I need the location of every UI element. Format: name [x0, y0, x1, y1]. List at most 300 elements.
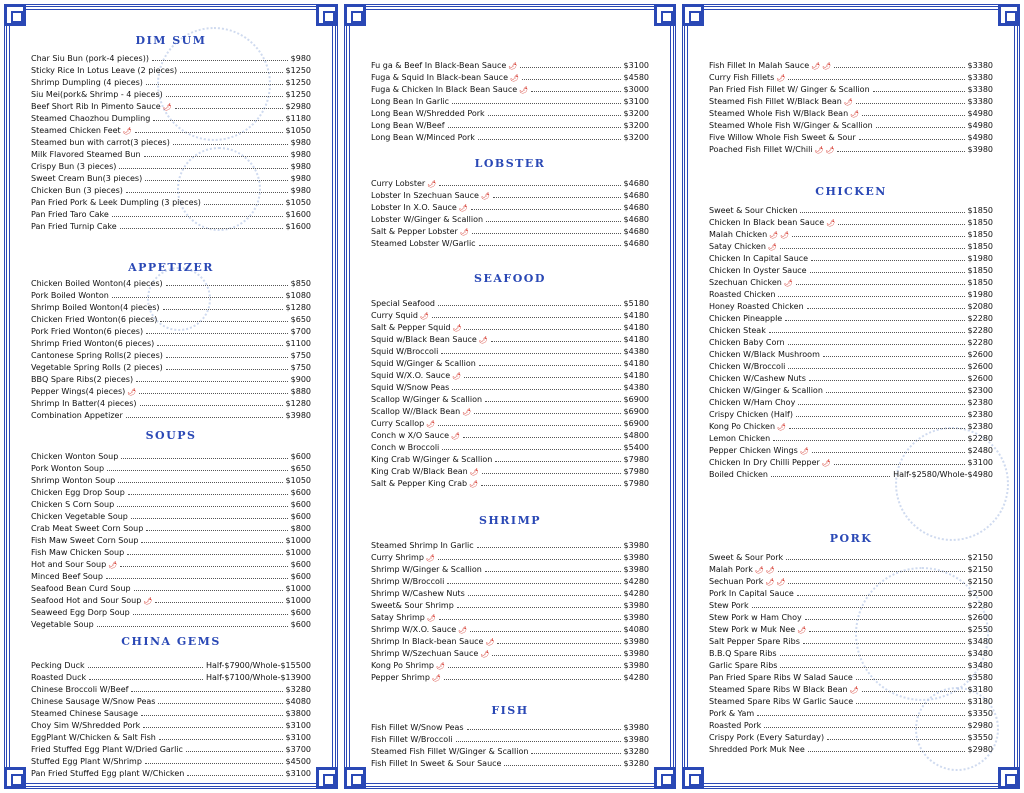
- dish-name: Chinese Broccoli W/Beef: [31, 685, 129, 694]
- dot-leader: [163, 302, 283, 310]
- dish-price: $3200: [623, 121, 649, 130]
- menu-item: [709, 576, 993, 588]
- dot-leader: [136, 374, 288, 382]
- dish-name: Shrimp Dumpling (4 pieces): [31, 78, 143, 87]
- fret-corner-ornament: [4, 767, 26, 789]
- dish-name: Malah Chicken: [709, 230, 768, 239]
- dish-name: Stew Pork: [709, 601, 749, 610]
- dish-price: $6900: [623, 419, 649, 428]
- dish-price: $4680: [623, 239, 649, 248]
- dish-price: $2480: [967, 446, 993, 455]
- menu-item-list: [371, 178, 649, 250]
- dish-price: $1250: [285, 66, 311, 75]
- menu-item: [371, 238, 649, 250]
- dish-name: Siu Mei(pork& Shrimp - 4 pieces): [31, 90, 163, 99]
- dot-leader: [157, 338, 282, 346]
- dot-leader: [187, 768, 282, 776]
- dish-price: $1280: [285, 399, 311, 408]
- dish-name: Conch w X/O Sauce: [371, 431, 450, 440]
- dot-leader: [97, 619, 288, 627]
- menu-item: [709, 564, 993, 576]
- dish-price: $3280: [623, 747, 649, 756]
- dish-name: Choy Sim W/Shredded Pork: [31, 721, 141, 730]
- menu-item: [31, 149, 311, 161]
- section-heading: SOUPS: [145, 429, 197, 442]
- dish-name: Shrimp Fried Wonton(6 pieces): [31, 339, 155, 348]
- dish-name: Chicken Baby Corn: [709, 338, 785, 347]
- chili-pepper-icon: 🌶: [799, 447, 809, 455]
- dish-name: Fish Maw Chicken Soup: [31, 548, 125, 557]
- menu-item: [371, 178, 649, 190]
- dish-name: Lobster W/Ginger & Scallion: [371, 215, 484, 224]
- menu-item: [371, 310, 649, 322]
- dot-leader: [495, 454, 620, 462]
- menu-item: [31, 278, 311, 290]
- dish-name: Fried Stuffed Egg Plant W/Dried Garlic: [31, 745, 183, 754]
- dish-name: Sweet & Sour Pork: [709, 553, 784, 562]
- dot-leader: [118, 475, 282, 483]
- fret-corner-ornament: [316, 767, 338, 789]
- dot-leader: [837, 144, 964, 152]
- dish-price: $3980: [623, 735, 649, 744]
- chili-pepper-icon: 🌶: [431, 674, 441, 682]
- dot-leader: [127, 547, 282, 555]
- fret-corner-ornament: [316, 4, 338, 26]
- menu-item: [709, 217, 993, 229]
- chili-pepper-icon: 🌶: [765, 578, 775, 586]
- menu-item: [709, 96, 993, 108]
- dish-name: Curry Squid: [371, 311, 418, 320]
- dish-price: $3800: [285, 709, 311, 718]
- menu-item: [31, 487, 311, 499]
- chili-pepper-icon: 🌶: [519, 86, 529, 94]
- dot-leader: [773, 433, 964, 441]
- menu-item: [709, 660, 993, 672]
- dish-price: $4280: [623, 577, 649, 586]
- dish-price: $2600: [967, 374, 993, 383]
- menu-item: [31, 607, 311, 619]
- dot-leader: [452, 96, 621, 104]
- dish-price: $6900: [623, 395, 649, 404]
- dish-name: Roasted Pork: [709, 721, 762, 730]
- dish-name: Squid W/X.O. Sauce: [371, 371, 451, 380]
- fret-corner-ornament: [654, 767, 676, 789]
- dish-name: Pan Fried Spare Ribs W Salad Sauce: [709, 673, 853, 682]
- dish-name: Char Siu Bun (pork-4 pieces)): [31, 54, 149, 63]
- section-heading: DIM SUM: [135, 34, 207, 47]
- dish-price: $7980: [623, 479, 649, 488]
- dish-price: $2980: [285, 102, 311, 111]
- dish-name: Steamed Shrimp In Garlic: [371, 541, 474, 550]
- dish-name: Salt Pepper Spare Ribs: [709, 637, 800, 646]
- dot-leader: [778, 289, 964, 297]
- dish-price: $2280: [967, 314, 993, 323]
- dish-price: $4680: [623, 215, 649, 224]
- dot-leader: [785, 313, 964, 321]
- dish-price: $980: [290, 150, 311, 159]
- dish-name: Shrimp W/X.O. Sauce: [371, 625, 457, 634]
- dish-name: Five Willow Whole Fish Sweet & Sour: [709, 133, 856, 142]
- dish-name: Pecking Duck: [31, 661, 85, 670]
- menu-item: [709, 108, 993, 120]
- dot-leader: [474, 406, 620, 414]
- menu-item: [371, 540, 649, 552]
- dot-leader: [438, 552, 621, 560]
- dish-name: Chicken In Capital Sauce: [709, 254, 809, 263]
- dish-price: $2150: [967, 553, 993, 562]
- dot-leader: [126, 410, 283, 418]
- dish-price: $3180: [967, 697, 993, 706]
- dot-leader: [780, 648, 965, 656]
- dish-name: Pork Fried Wonton(6 pieces): [31, 327, 144, 336]
- menu-item: [31, 410, 311, 422]
- chili-pepper-icon: 🌶: [485, 638, 495, 646]
- dot-leader: [788, 337, 965, 345]
- dot-leader: [757, 708, 964, 716]
- chili-pepper-icon: 🌶: [458, 626, 468, 634]
- dot-leader: [457, 600, 621, 608]
- dish-price: $3380: [967, 73, 993, 82]
- chili-pepper-icon: 🌶: [849, 686, 859, 694]
- dish-price: $1050: [285, 198, 311, 207]
- dot-leader: [448, 660, 621, 668]
- dish-price: $1280: [285, 303, 311, 312]
- dish-price: $2380: [967, 410, 993, 419]
- dish-price: Half-$7100/Whole-$13900: [206, 673, 311, 682]
- menu-item: [371, 346, 649, 358]
- dish-name: Scallop W/Ginger & Scallion: [371, 395, 483, 404]
- dot-leader: [862, 108, 965, 116]
- dish-name: Chicken In Black bean Sauce: [709, 218, 825, 227]
- dish-name: Squid w/Black Bean Sauce: [371, 335, 477, 344]
- dish-price: $2550: [967, 625, 993, 634]
- dot-leader: [135, 125, 283, 133]
- dish-name: Boiled Chicken: [709, 470, 768, 479]
- dish-price: $4680: [623, 191, 649, 200]
- dish-name: Chicken W/Ginger & Scallion: [709, 386, 823, 395]
- dish-price: $1000: [285, 596, 311, 605]
- dish-price: $4380: [623, 347, 649, 356]
- dish-price: $700: [290, 327, 311, 336]
- dot-leader: [112, 209, 283, 217]
- menu-item: [709, 265, 993, 277]
- menu-item: [31, 696, 311, 708]
- dot-leader: [146, 77, 283, 85]
- section-heading: CHINA GEMS: [121, 635, 221, 648]
- dish-name: Steamed bun with carrot(3 pieces): [31, 138, 170, 147]
- dish-name: Sechuan Pork: [709, 577, 764, 586]
- dot-leader: [107, 463, 288, 471]
- chili-pepper-icon: 🌶: [469, 468, 479, 476]
- menu-item: [709, 337, 993, 349]
- dish-name: Stew Pork w Muk Nee: [709, 625, 796, 634]
- dish-name: Beef Short Rib In Pimento Sauce: [31, 102, 161, 111]
- dish-name: Steamed Fish Fillet W/Ginger & Scallion: [371, 747, 529, 756]
- dish-price: $1850: [967, 278, 993, 287]
- dish-price: $1050: [285, 126, 311, 135]
- dish-price: $3380: [967, 61, 993, 70]
- dot-leader: [166, 89, 283, 97]
- dish-name: Scallop W//Black Bean: [371, 407, 461, 416]
- dot-leader: [780, 660, 964, 668]
- menu-item: [31, 185, 311, 197]
- menu-item: [709, 229, 993, 241]
- dish-price: $850: [290, 279, 311, 288]
- menu-item: [371, 466, 649, 478]
- dish-price: $1000: [285, 584, 311, 593]
- dish-price: $2600: [967, 362, 993, 371]
- menu-item: [31, 173, 311, 185]
- dot-leader: [145, 173, 287, 181]
- dish-price: $3280: [623, 759, 649, 768]
- dot-leader: [204, 197, 283, 205]
- dish-price: $2280: [967, 434, 993, 443]
- menu-item: [709, 732, 993, 744]
- menu-item: [31, 137, 311, 149]
- chili-pepper-icon: 🌶: [510, 74, 519, 82]
- dish-name: Honey Roasted Chicken: [709, 302, 804, 311]
- dish-name: Fish Maw Sweet Corn Soup: [31, 536, 139, 545]
- dot-leader: [468, 588, 621, 596]
- dot-leader: [133, 607, 288, 615]
- dish-name: Vegetable Spring Rolls (2 pieces): [31, 363, 163, 372]
- dot-leader: [504, 758, 620, 766]
- dot-leader: [152, 53, 288, 61]
- chili-pepper-icon: 🌶: [469, 480, 478, 488]
- dish-name: Sweet& Sour Shrimp: [371, 601, 454, 610]
- dot-leader: [134, 583, 283, 591]
- dot-leader: [764, 720, 964, 728]
- menu-item: [371, 552, 649, 564]
- menu-item: [371, 370, 649, 382]
- chili-pepper-icon: 🌶: [822, 62, 831, 70]
- chili-pepper-icon: 🌶: [122, 127, 132, 135]
- menu-item: [371, 226, 649, 238]
- menu-item: [31, 523, 311, 535]
- dish-name: Steamed Whole Fish W/Black Bean: [709, 109, 849, 118]
- dish-price: $4180: [623, 311, 649, 320]
- dot-leader: [862, 684, 965, 692]
- menu-item: [371, 660, 649, 672]
- dish-price: $3200: [623, 109, 649, 118]
- dot-leader: [786, 552, 964, 560]
- dot-leader: [796, 409, 965, 417]
- menu-item: [709, 60, 993, 72]
- dot-leader: [144, 149, 288, 157]
- menu-item: [31, 77, 311, 89]
- menu-item: [31, 338, 311, 350]
- menu-page-middle: [344, 4, 676, 789]
- dot-leader: [812, 445, 965, 453]
- dish-name: Poached Fish Fillet W/Chili: [709, 145, 813, 154]
- dish-name: Pork In Capital Sauce: [709, 589, 794, 598]
- dish-price: $600: [290, 560, 311, 569]
- menu-item: [709, 672, 993, 684]
- menu-item: [371, 394, 649, 406]
- menu-item: [709, 457, 993, 469]
- chili-pepper-icon: 🌶: [776, 74, 786, 82]
- fret-corner-ornament: [682, 4, 704, 26]
- menu-item: [709, 612, 993, 624]
- dish-price: $3380: [967, 97, 993, 106]
- menu-item-list: [371, 298, 649, 490]
- dish-price: $980: [290, 54, 311, 63]
- menu-item: [31, 744, 311, 756]
- dot-leader: [467, 722, 621, 730]
- menu-item: [371, 454, 649, 466]
- menu-item: [709, 445, 993, 457]
- dish-price: $600: [290, 452, 311, 461]
- dot-leader: [166, 278, 288, 286]
- menu-item: [371, 190, 649, 202]
- menu-item-list: [709, 205, 993, 481]
- dot-leader: [439, 612, 621, 620]
- section-heading: FISH: [491, 704, 529, 717]
- dish-name: Pork & Yam: [709, 709, 755, 718]
- menu-item: [31, 65, 311, 77]
- menu-item: [709, 289, 993, 301]
- chili-pepper-icon: 🌶: [480, 192, 490, 200]
- dish-name: Kong Po Shrimp: [371, 661, 434, 670]
- dish-name: Hot and Sour Soup: [31, 560, 107, 569]
- dish-price: $3000: [623, 85, 649, 94]
- dish-price: $4680: [623, 203, 649, 212]
- dish-price: $2600: [967, 350, 993, 359]
- dish-name: Squid W/Ginger & Scallion: [371, 359, 476, 368]
- menu-item: [31, 362, 311, 374]
- chili-pepper-icon: 🌶: [508, 62, 518, 70]
- fret-corner-ornament: [344, 767, 366, 789]
- dish-price: $3100: [285, 733, 311, 742]
- dish-name: Chicken Egg Drop Soup: [31, 488, 125, 497]
- dish-name: Shrimp In Batter(4 pieces): [31, 399, 137, 408]
- dish-price: $980: [290, 138, 311, 147]
- dish-name: Chicken W/Cashew Nuts: [709, 374, 806, 383]
- dish-name: Pan Fried Pork & Leek Dumpling (3 pieces): [31, 198, 201, 207]
- chili-pepper-icon: 🌶: [452, 324, 462, 332]
- dot-leader: [769, 325, 965, 333]
- dish-price: $3980: [285, 411, 311, 420]
- dish-name: Long Bean In Garlic: [371, 97, 450, 106]
- menu-item: [31, 161, 311, 173]
- dish-price: $3980: [967, 145, 993, 154]
- menu-item: [709, 385, 993, 397]
- menu-item-list: [709, 552, 993, 756]
- menu-item: [709, 205, 993, 217]
- dish-name: Shrimp In Black-bean Sauce: [371, 637, 484, 646]
- menu-item: [31, 672, 311, 684]
- chili-pepper-icon: 🌶: [458, 204, 468, 212]
- menu-item: [31, 209, 311, 221]
- dot-leader: [856, 96, 965, 104]
- menu-item: [709, 84, 993, 96]
- menu-item: [709, 696, 993, 708]
- menu-item: [709, 636, 993, 648]
- dish-name: Steamed Whole Fish W/Ginger & Scallion: [709, 121, 873, 130]
- dot-leader: [120, 559, 288, 567]
- menu-item: [31, 89, 311, 101]
- dish-name: Shrimp Wonton Soup: [31, 476, 116, 485]
- dish-price: $900: [290, 375, 311, 384]
- dish-name: Salt & Pepper Squid: [371, 323, 451, 332]
- dot-leader: [481, 478, 621, 486]
- dish-name: Pan Fried Taro Cake: [31, 210, 109, 219]
- dish-name: Satay Chicken: [709, 242, 766, 251]
- menu-item: [371, 478, 649, 490]
- dish-price: $600: [290, 608, 311, 617]
- dish-price: $1980: [967, 290, 993, 299]
- menu-item: [371, 72, 649, 84]
- fret-corner-ornament: [654, 4, 676, 26]
- dish-price: $2600: [967, 613, 993, 622]
- menu-item: [371, 358, 649, 370]
- dish-name: Chicken Vegetable Soup: [31, 512, 128, 521]
- dish-name: Chicken S Corn Soup: [31, 500, 115, 509]
- dish-name: Crab Meat Sweet Corn Soup: [31, 524, 144, 533]
- dot-leader: [798, 397, 964, 405]
- section-heading: APPETIZER: [128, 261, 214, 274]
- dish-price: $2150: [967, 577, 993, 586]
- dish-price: $1850: [967, 206, 993, 215]
- dish-price: $5400: [623, 443, 649, 452]
- menu-item: [709, 301, 993, 313]
- dish-name: Sticky Rice In Lotus Leave (2 pieces): [31, 66, 178, 75]
- menu-item: [709, 277, 993, 289]
- chili-pepper-icon: 🌶: [765, 566, 775, 574]
- dot-leader: [112, 290, 283, 298]
- chili-pepper-icon: 🌶: [767, 243, 777, 251]
- dot-leader: [805, 612, 965, 620]
- menu-item: [709, 409, 993, 421]
- dish-price: $4980: [967, 121, 993, 130]
- dish-name: Seafood Bean Curd Soup: [31, 584, 131, 593]
- dot-leader: [827, 732, 964, 740]
- dish-price: $4080: [623, 625, 649, 634]
- dish-name: Pepper Wings(4 pieces): [31, 387, 126, 396]
- menu-item: [31, 53, 311, 65]
- menu-item: [371, 132, 649, 144]
- menu-item: [31, 559, 311, 571]
- dish-name: Lobster In Szechuan Sauce: [371, 191, 479, 200]
- section-heading: CHICKEN: [815, 185, 887, 198]
- dot-leader: [834, 60, 965, 68]
- dot-leader: [807, 301, 965, 309]
- dish-price: $2980: [967, 745, 993, 754]
- dish-name: Chicken Steak: [709, 326, 766, 335]
- dish-price: $3100: [623, 61, 649, 70]
- dish-price: $2280: [967, 338, 993, 347]
- dish-name: B.B.Q Spare Ribs: [709, 649, 777, 658]
- dot-leader: [128, 487, 288, 495]
- chili-pepper-icon: 🌶: [425, 554, 435, 562]
- menu-item: [709, 708, 993, 720]
- dish-price: $4180: [623, 359, 649, 368]
- menu-item: [31, 290, 311, 302]
- dish-price: $1050: [285, 476, 311, 485]
- dot-leader: [488, 108, 621, 116]
- menu-item: [371, 600, 649, 612]
- dish-name: Seafood Hot and Sour Soup: [31, 596, 142, 605]
- menu-item: [31, 314, 311, 326]
- dish-name: Steamed Spare Ribs W Garlic Sauce: [709, 697, 854, 706]
- dish-price: $1100: [285, 339, 311, 348]
- menu-item: [31, 583, 311, 595]
- dish-name: Lemon Chicken: [709, 434, 771, 443]
- menu-item-list: [31, 451, 311, 631]
- dish-name: Salt & Pepper King Crab: [371, 479, 468, 488]
- dot-leader: [141, 535, 282, 543]
- dot-leader: [145, 756, 283, 764]
